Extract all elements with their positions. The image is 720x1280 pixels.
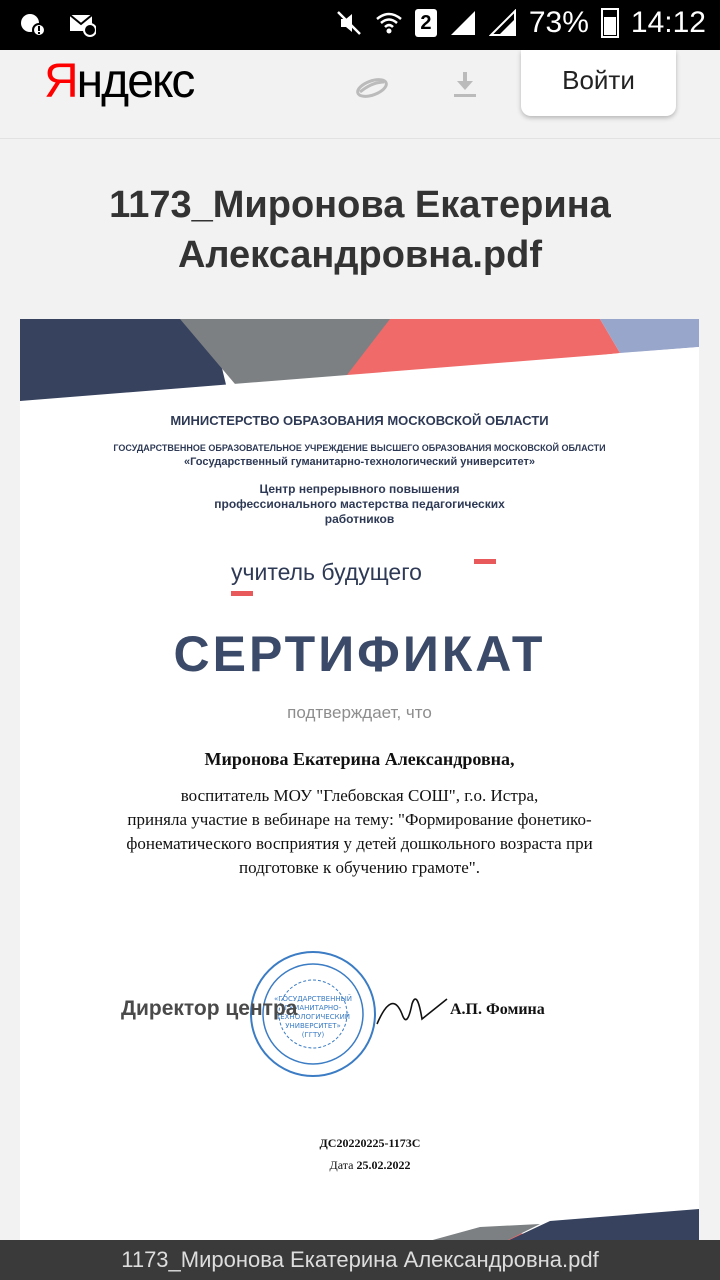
wifi-icon [375, 9, 403, 37]
app-header [0, 50, 720, 139]
certificate-heading: СЕРТИФИКАТ [173, 626, 546, 682]
university-name: «Государственный гуманитарно-технологический университет» [184, 456, 535, 468]
email-icon [68, 10, 96, 38]
notification-icon [18, 10, 46, 38]
recipient-name: Миронова Екатерина Александровна, [204, 749, 515, 769]
download-icon[interactable] [445, 68, 485, 102]
logo-accent-left [231, 591, 253, 596]
svg-text:ТЕХНОЛОГИЧЕСКИЙ: ТЕХНОЛОГИЧЕСКИЙ [275, 1013, 351, 1021]
svg-text:(ГГТУ): (ГГТУ) [301, 1031, 325, 1039]
sim-indicator: 2 [415, 9, 437, 37]
institution-line: ГОСУДАРСТВЕННОЕ ОБРАЗОВАТЕЛЬНОЕ УЧРЕЖДЕНИЕ ВЫСШЕГО ОБРАЗОВАНИЯ МОСКОВСКОЙ ОБЛАСТИ [113, 443, 606, 453]
document-date: Дата 25.02.2022 [329, 1158, 411, 1172]
director-label: Директор центра [121, 997, 298, 1020]
yandex-logo[interactable]: Яндекс [44, 55, 194, 108]
signature-icon [372, 984, 452, 1034]
clock: 14:12 [630, 6, 706, 39]
document-number: ДС20220225-1173С [319, 1136, 421, 1150]
mute-icon [335, 9, 363, 37]
status-bar [0, 0, 720, 50]
svg-text:«ГОСУДАРСТВЕННЫЙ: «ГОСУДАРСТВЕННЫЙ [273, 995, 353, 1003]
signal-icon-2 [489, 9, 517, 37]
confirms-text: подтверждает, что [287, 703, 432, 722]
disk-icon[interactable] [352, 68, 392, 102]
certificate-body: воспитатель МОУ "Глебовская СОШ", г.о. Истра, приняла участие в вебинаре на тему: "Формирование фонетико- фонематического восприятия у детей дошкольного возраста при подготовке к обучению грамоте". [126, 786, 593, 877]
login-button[interactable]: Войти [521, 50, 676, 116]
top-decorative-band [20, 319, 699, 409]
battery-percent: 73% [528, 6, 589, 39]
signal-icon [449, 9, 477, 37]
battery-icon [601, 8, 619, 38]
svg-text:УНИВЕРСИТЕТ»: УНИВЕРСИТЕТ» [285, 1022, 341, 1030]
ministry-heading: МИНИСТЕРСТВО ОБРАЗОВАНИЯ МОСКОВСКОЙ ОБЛАСТИ [170, 413, 549, 428]
logo-accent-right [474, 559, 496, 564]
center-name: Центр непрерывного повышения профессионального мастерства педагогических работников [214, 482, 505, 526]
certificate-page[interactable] [20, 319, 699, 1249]
signer-name: А.П. Фомина [450, 1001, 545, 1018]
file-name-footer: 1173_Миронова Екатерина Александровна.pdf [0, 1240, 720, 1280]
document-title: 1173_Миронова Екатерина Александровна.pdf [109, 184, 611, 276]
program-logo: учитель будущего [231, 559, 422, 585]
svg-text:ГУМАНИТАРНО-: ГУМАНИТАРНО- [284, 1004, 342, 1012]
